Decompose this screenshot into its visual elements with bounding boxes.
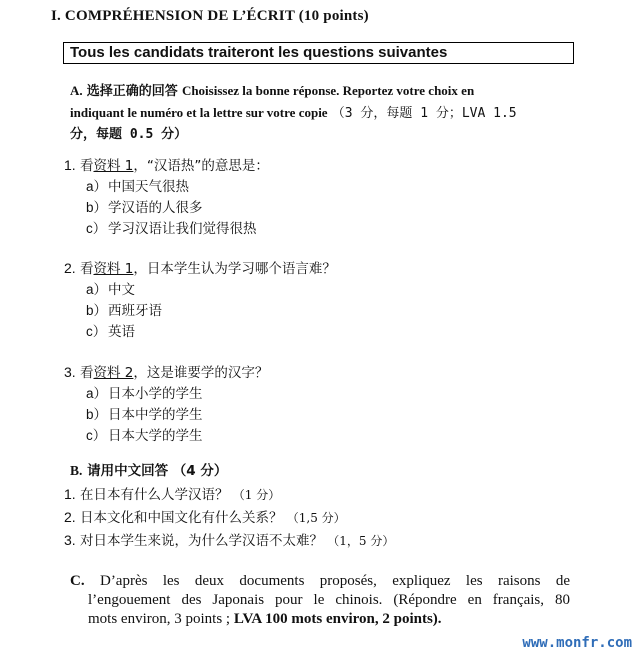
source-reference: 资料 1 bbox=[93, 261, 134, 277]
question-number: 1. bbox=[64, 157, 76, 173]
option-c: c） 学习汉语让我们觉得很热 bbox=[86, 221, 257, 237]
section-a-fr-instruction-2: indiquant le numéro et la lettre sur votre copie bbox=[70, 105, 328, 120]
source-reference: 资料 2 bbox=[93, 365, 134, 381]
list-item: 2. 日本文化和中国文化有什么关系？ （1,5 分） bbox=[64, 509, 346, 526]
option-a: a）日本小学的学生 bbox=[86, 386, 203, 402]
section-a-letter: A. bbox=[70, 83, 83, 98]
section-b-heading bbox=[70, 460, 227, 482]
watermark: www.monfr.com bbox=[522, 635, 632, 651]
page-title: I. COMPRÉHENSION DE L’ÉCRIT (10 points) bbox=[51, 8, 369, 24]
section-a-fr-instruction-1: Choisissez la bonne réponse. Reportez votre choix en bbox=[181, 83, 475, 98]
section-c-letter: C. bbox=[70, 573, 85, 589]
option-a: a）中国天气很热 bbox=[86, 179, 189, 195]
instruction-box: Tous les candidats traiteront les questions suivantes bbox=[63, 42, 574, 64]
option-b: b）学汉语的人很多 bbox=[86, 200, 203, 216]
list-item: 1. 在日本有什么人学汉语？ （1 分） bbox=[64, 486, 281, 503]
section-a-instructions bbox=[70, 80, 590, 145]
section-a-scoring-1: （3 分，每题 1 分；LVA 1.5 bbox=[331, 106, 517, 121]
section-a-zh-instruction: 选择正确的回答 bbox=[86, 84, 178, 99]
question-1 bbox=[64, 155, 269, 239]
section-c-line-2: l’engouement des Japonais pour le chinois. (Répondre en français, 80 bbox=[88, 592, 570, 608]
section-b-letter: B. bbox=[70, 463, 83, 478]
option-c: c） 日本大学的学生 bbox=[86, 428, 203, 444]
option-b: b）西班牙语 bbox=[86, 303, 162, 319]
section-c-line-3: mots environ, 3 points ; LVA 100 mots environ, 2 points). bbox=[88, 611, 442, 627]
section-c-line-1: C. D’après les deux documents proposés, expliquez les raisons de bbox=[70, 573, 570, 589]
question-number: 2. bbox=[64, 260, 76, 276]
question-text: ，“汉语热”的意思是： bbox=[133, 158, 269, 174]
option-c: c） 英语 bbox=[86, 324, 135, 340]
question-prefix: 看 bbox=[79, 261, 94, 277]
option-a: a）中文 bbox=[86, 282, 135, 298]
list-item: 3. 对日本学生来说，为什么学汉语不太难？ （1，5 分） bbox=[64, 532, 395, 549]
question-prefix: 看 bbox=[79, 365, 94, 381]
question-number: 3. bbox=[64, 364, 76, 380]
question-2 bbox=[64, 258, 336, 342]
question-text: ，日本学生认为学习哪个语言难？ bbox=[133, 261, 336, 277]
question-3 bbox=[64, 362, 268, 446]
section-a-scoring-2: 分，每题 0.5 分） bbox=[70, 127, 188, 142]
option-b: b）日本中学的学生 bbox=[86, 407, 203, 423]
section-b-title: 请用中文回答 bbox=[87, 463, 169, 479]
section-b-questions bbox=[64, 483, 394, 552]
section-c bbox=[70, 572, 570, 629]
source-reference: 资料 1 bbox=[93, 158, 134, 174]
section-b-score: （4 分） bbox=[172, 463, 228, 479]
question-prefix: 看 bbox=[79, 158, 94, 174]
question-text: ，这是谁要学的汉字？ bbox=[133, 365, 269, 381]
